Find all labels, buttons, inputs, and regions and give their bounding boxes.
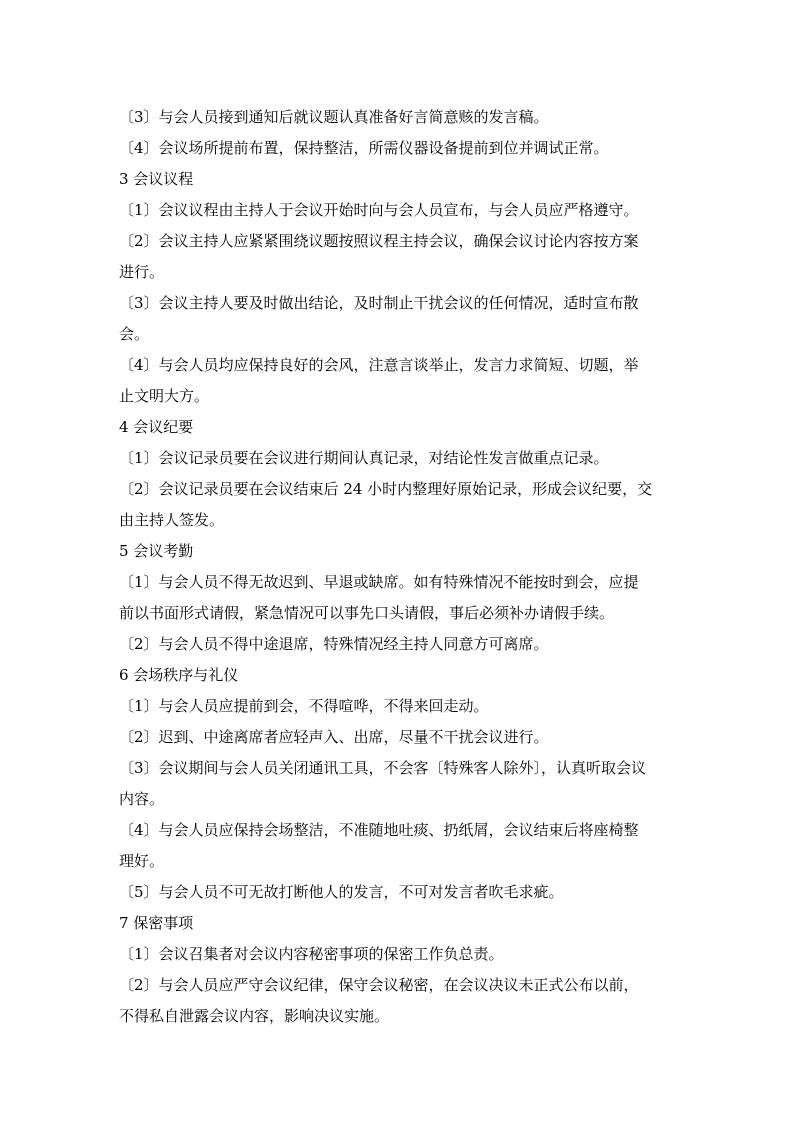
paragraph-line: 〔4〕会议场所提前布置，保持整洁，所需仪器设备提前到位并调试正常。 [119,139,609,157]
paragraph-line: 内容。 [119,790,165,808]
paragraph-line: 〔4〕与会人员应保持会场整洁，不准随地吐痰、扔纸屑，会议结束后将座椅整 [119,821,639,839]
paragraph-line: 前以书面形式请假，紧急情况可以事先口头请假，事后必须补办请假手续。 [119,604,615,622]
paragraph-line: 〔2〕迟到、中途离席者应轻声入、出席，尽量不干扰会议进行。 [119,728,549,746]
document-body [119,102,679,1032]
paragraph-line: 〔2〕会议记录员要在会议结束后 24 小时内整理好原始记录，形成会议纪要，交 [119,480,653,498]
section-heading: 6 会场秩序与礼仪 [119,666,239,684]
paragraph-line: 〔2〕会议主持人应紧紧围绕议题按照议程主持会议，确保会议讨论内容按方案 [119,232,639,250]
paragraph-line: 〔5〕与会人员不可无故打断他人的发言，不可对发言者吹毛求疵。 [119,883,564,901]
paragraph-line: 〔1〕会议召集者对会议内容秘密事项的保密工作负总责。 [119,945,504,963]
paragraph-line: 〔3〕会议主持人要及时做出结论，及时制止干扰会议的任何情况，适时宣布散 [119,294,639,312]
paragraph-line: 〔2〕与会人员不得中途退席，特殊情况经主持人同意方可离席。 [119,635,549,653]
paragraph-line: 由主持人签发。 [119,511,225,529]
section-heading: 3 会议议程 [119,170,194,188]
paragraph-line: 〔2〕与会人员应严守会议纪律，保守会议秘密，在会议决议未正式公布以前， [119,976,639,994]
paragraph-line: 会。 [119,325,150,343]
paragraph-line: 〔3〕会议期间与会人员关闭通讯工具，不会客〔特殊客人除外〕，认真听取会议 [119,759,647,777]
paragraph-line: 理好。 [119,852,165,870]
paragraph-line: 〔1〕会议记录员要在会议进行期间认真记录，对结论性发言做重点记录。 [119,449,609,467]
section-heading: 4 会议纪要 [119,418,194,436]
paragraph-line: 〔1〕与会人员不得无故迟到、早退或缺席。如有特殊情况不能按时到会，应提 [119,573,639,591]
section-heading: 7 保密事项 [119,914,194,932]
paragraph-line: 〔3〕与会人员接到通知后就议题认真准备好言简意赅的发言稿。 [119,108,549,126]
paragraph-line: 不得私自泄露会议内容，影响决议实施。 [119,1007,390,1025]
paragraph-line: 进行。 [119,263,165,281]
paragraph-line: 〔1〕与会人员应提前到会，不得喧哗，不得来回走动。 [119,697,489,715]
section-heading: 5 会议考勤 [119,542,194,560]
paragraph-line: 〔4〕与会人员均应保持良好的会风，注意言谈举止，发言力求简短、切题，举 [119,356,639,374]
paragraph-line: 止文明大方。 [119,387,210,405]
paragraph-line: 〔1〕会议议程由主持人于会议开始时向与会人员宣布，与会人员应严格遵守。 [119,201,639,219]
